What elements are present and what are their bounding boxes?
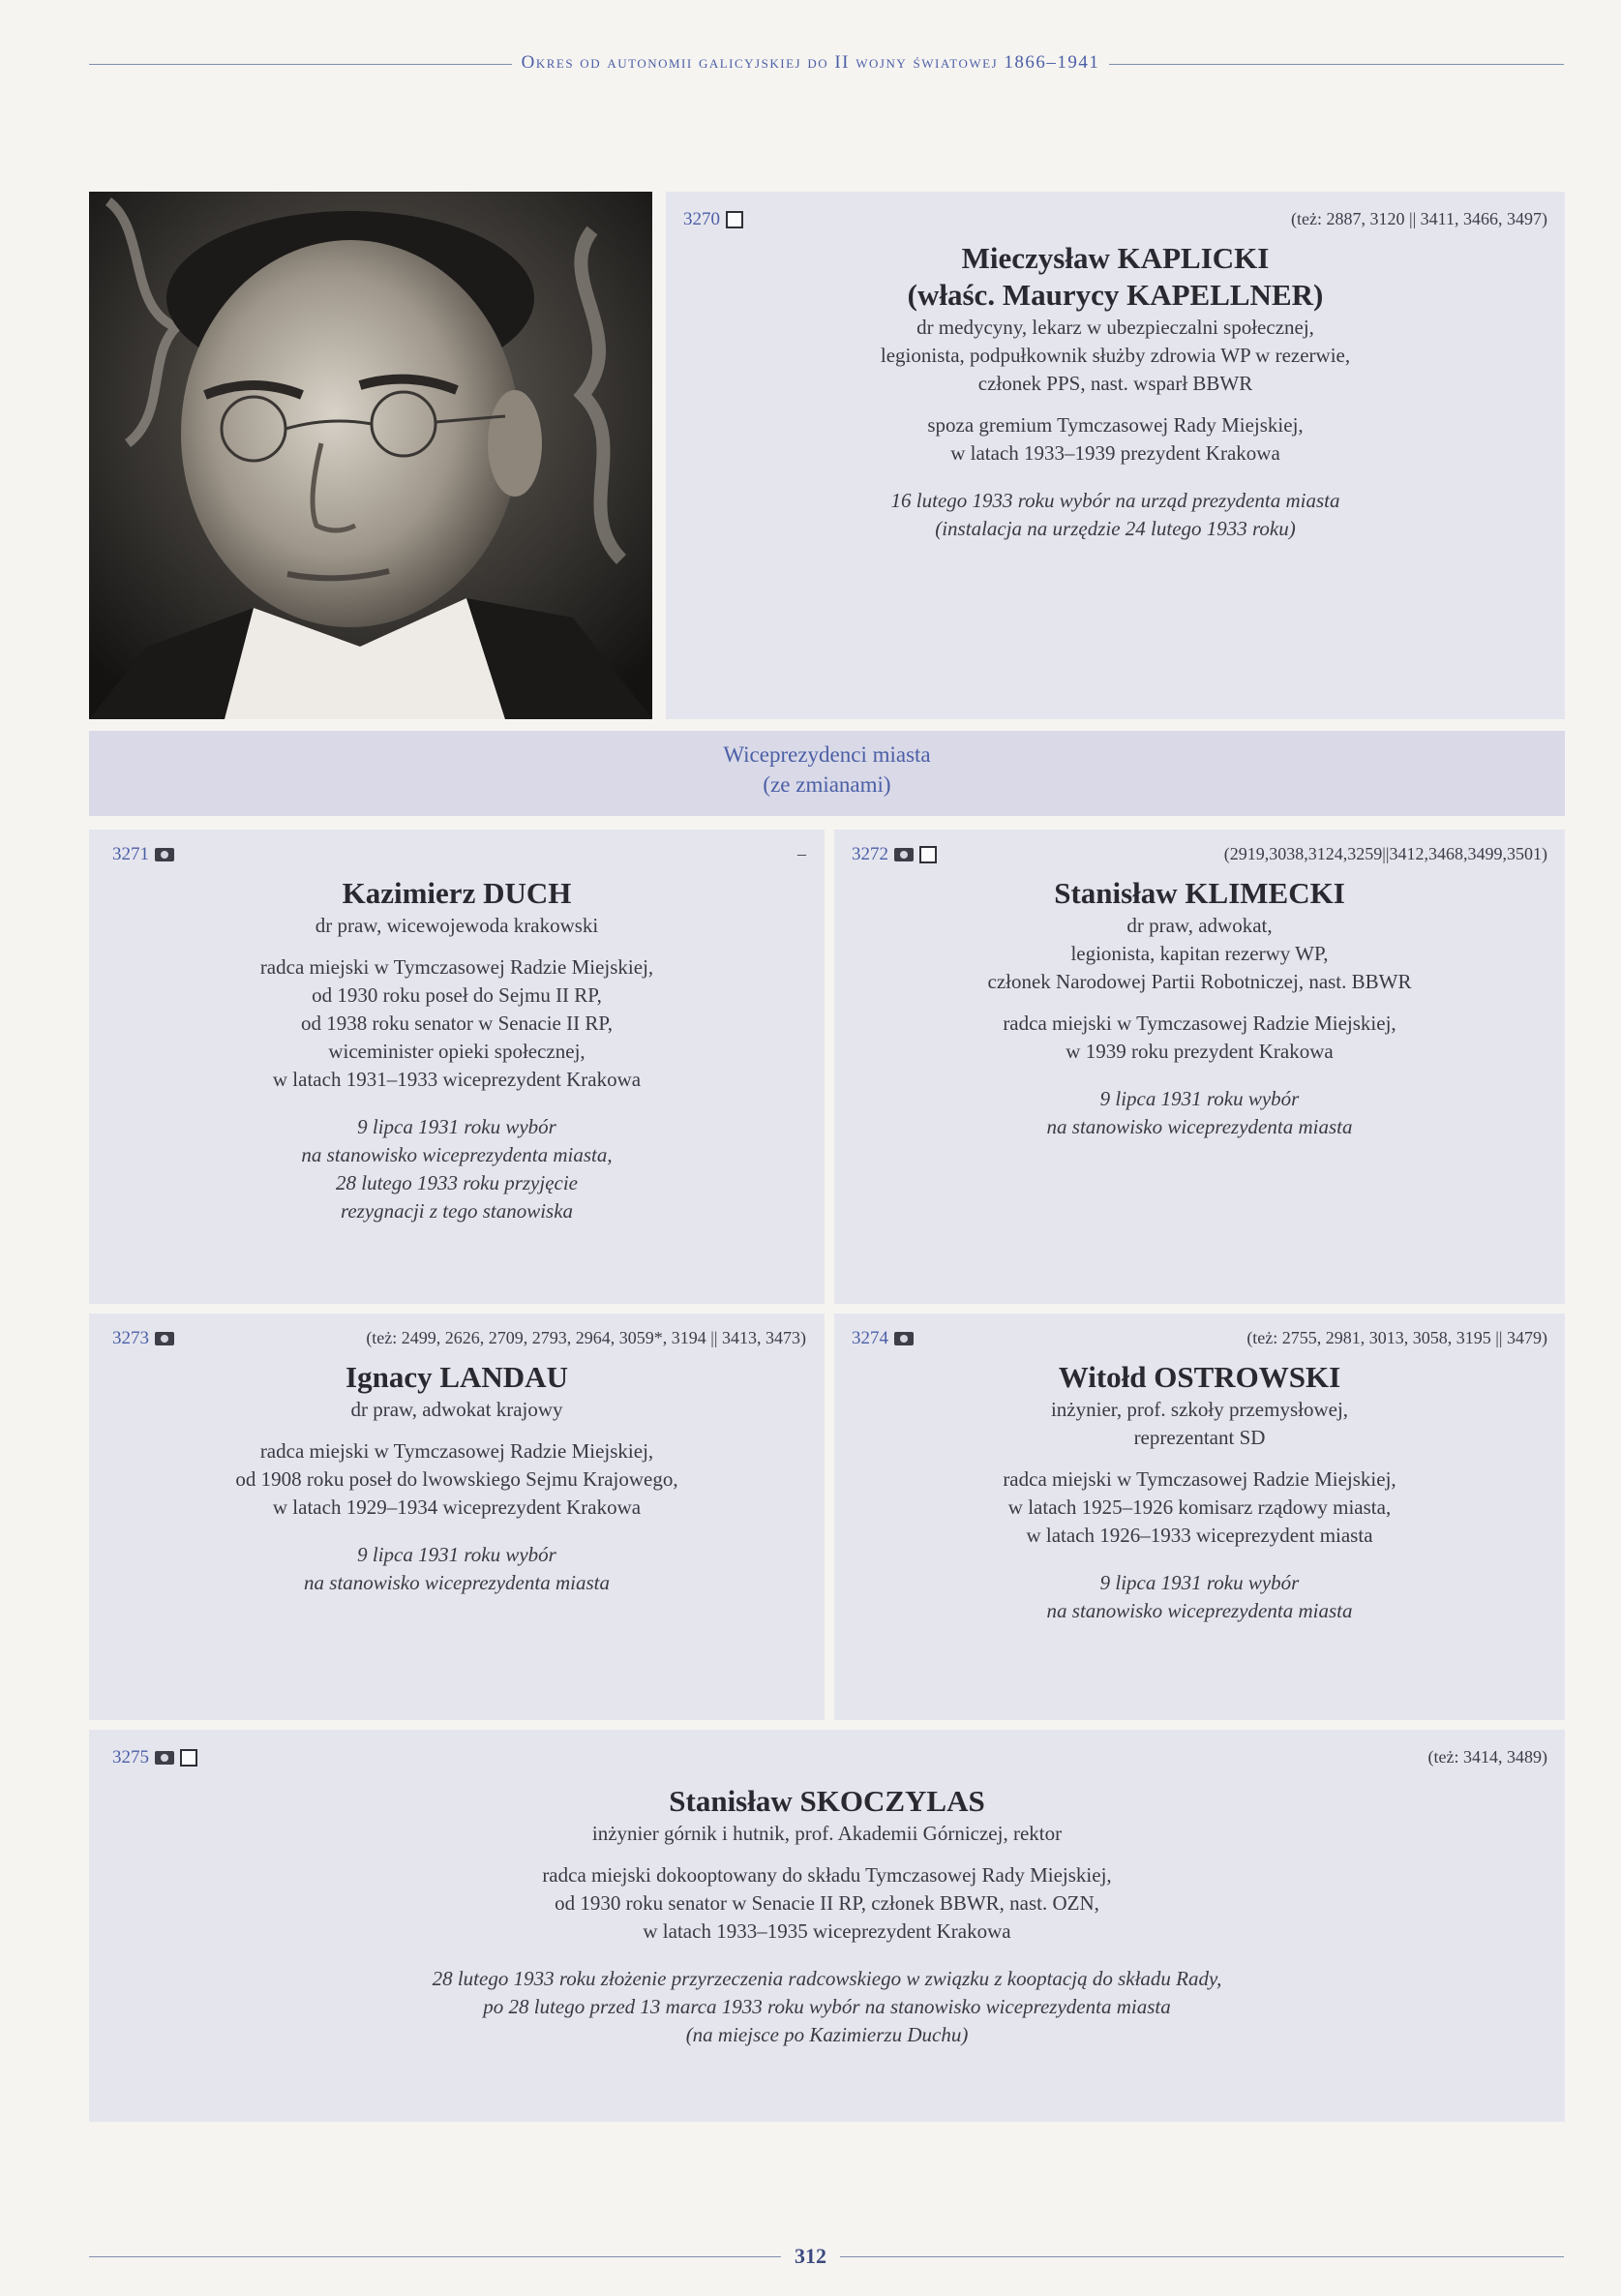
career-line: od 1938 roku senator w Senacie II RP, — [301, 1012, 613, 1035]
desc-line: dr praw, adwokat krajowy — [350, 1398, 563, 1421]
career-line: radca miejski w Tymczasowej Radzie Miejskiej, — [259, 955, 654, 979]
entry-name: Stanisław SKOCZYLAS — [669, 1784, 985, 1818]
entry-3273-refs: (też: 2499, 2626, 2709, 2793, 2964, 3059*, 3194 || 3413, 3473) — [366, 1328, 806, 1347]
event-line: 28 lutego 1933 roku złożenie przyrzeczenia radcowskiego w związku z kooptacją do składu Rady, — [432, 1967, 1222, 1990]
entry-number: 3272 — [852, 844, 888, 864]
running-head — [0, 52, 1621, 74]
entry-3271-refs: – — [797, 844, 806, 863]
desc-line: członek Narodowej Partii Robotniczej, nast. BBWR — [987, 970, 1412, 993]
desc-line: legionista, podpułkownik służby zdrowia WP w rezerwie, — [880, 344, 1351, 367]
desc-line: legionista, kapitan rezerwy WP, — [1070, 942, 1329, 965]
event-line: 16 lutego 1933 roku wybór na urząd prezydenta miasta — [890, 489, 1340, 512]
camera-icon — [155, 1751, 174, 1765]
entry-3270-refs: (też: 2887, 3120 || 3411, 3466, 3497) — [1290, 209, 1547, 228]
career-line: w latach 1931–1933 wiceprezydent Krakowa — [272, 1068, 642, 1091]
entry-3274-body — [834, 1359, 1565, 1625]
entry-3275-number — [112, 1747, 197, 1768]
career-line: spoza gremium Tymczasowej Rady Miejskiej, — [927, 413, 1304, 437]
section-title: Wiceprezydenci miasta — [723, 742, 931, 767]
entry-3273-body — [89, 1359, 825, 1597]
entry-3272-refs: (2919,3038,3124,3259||3412,3468,3499,3501) — [1223, 844, 1547, 863]
desc-line: inżynier, prof. szkoły przemysłowej, — [1050, 1398, 1349, 1421]
career-line: w latach 1925–1926 komisarz rządowy miasta, — [1007, 1495, 1392, 1519]
career-line: w latach 1933–1939 prezydent Krakowa — [950, 441, 1280, 465]
desc-line: członek PPS, nast. wsparł BBWR — [977, 372, 1253, 395]
career-line: od 1908 roku poseł do lwowskiego Sejmu Krajowego, — [235, 1467, 678, 1491]
desc-line: reprezentant SD — [1133, 1426, 1266, 1449]
page-number-text: 312 — [781, 2244, 840, 2268]
entry-name: Ignacy LANDAU — [345, 1360, 568, 1394]
event-line: 9 lipca 1931 roku wybór — [1099, 1087, 1300, 1110]
entry-3272-body — [834, 875, 1565, 1141]
event-line: 9 lipca 1931 roku wybór — [357, 1543, 556, 1566]
career-line: radca miejski w Tymczasowej Radzie Miejskiej, — [1003, 1012, 1396, 1035]
section-subtitle: (ze zmianami) — [763, 772, 891, 797]
entry-number: 3275 — [112, 1747, 149, 1767]
desc-line: inżynier górnik i hutnik, prof. Akademii Górniczej, rektor — [591, 1822, 1063, 1845]
entry-name: Kazimierz DUCH — [342, 876, 572, 910]
event-line: 28 lutego 1933 roku przyjęcie — [335, 1171, 578, 1194]
career-line: w latach 1929–1934 wiceprezydent Krakowa — [272, 1495, 642, 1519]
event-line: po 28 lutego przed 13 marca 1933 roku wybór na stanowisko wiceprezydenta miasta — [483, 1995, 1171, 2018]
running-title: Okres od autonomii galicyjskiej do II wojny światowej 1866–1941 — [512, 52, 1110, 73]
event-line: (instalacja na urzędzie 24 lutego 1933 roku) — [935, 517, 1296, 540]
entry-number: 3271 — [112, 844, 149, 864]
event-line: rezygnacji z tego stanowiska — [340, 1199, 574, 1223]
desc-line: dr medycyny, lekarz w ubezpieczalni społecznej, — [916, 316, 1314, 339]
event-line: na stanowisko wiceprezydenta miasta, — [301, 1143, 613, 1166]
camera-icon — [894, 848, 914, 861]
entry-number: 3273 — [112, 1328, 149, 1348]
checkbox-icon — [919, 846, 937, 863]
desc-line: dr praw, adwokat, — [1126, 914, 1273, 937]
event-line: (na miejsce po Kazimierzu Duchu) — [685, 2023, 969, 2046]
career-line: radca miejski dokooptowany do składu Tymczasowej Rady Miejskiej, — [542, 1863, 1112, 1887]
entry-3274-number — [852, 1328, 914, 1349]
event-line: na stanowisko wiceprezydenta miasta — [304, 1571, 610, 1594]
event-line: 9 lipca 1931 roku wybór — [357, 1115, 556, 1138]
entry-3271-body — [89, 875, 825, 1225]
entry-3273-number — [112, 1328, 174, 1349]
career-line: w 1939 roku prezydent Krakowa — [1066, 1040, 1334, 1063]
entry-3270-number — [683, 209, 743, 230]
portrait-image — [89, 192, 652, 719]
event-line: 9 lipca 1931 roku wybór — [1099, 1571, 1300, 1594]
camera-icon — [155, 1332, 174, 1345]
event-line: na stanowisko wiceprezydenta miasta — [1046, 1115, 1353, 1138]
career-line: wiceminister opieki społecznej, — [328, 1040, 585, 1063]
page-number — [0, 2244, 1621, 2269]
entry-3272-number — [852, 844, 937, 865]
event-line: na stanowisko wiceprezydenta miasta — [1046, 1599, 1353, 1622]
career-line: radca miejski w Tymczasowej Radzie Miejskiej, — [259, 1439, 654, 1463]
career-line: od 1930 roku poseł do Sejmu II RP, — [312, 983, 602, 1007]
entry-name-alt: (właśc. Maurycy KAPELLNER) — [907, 278, 1324, 312]
camera-icon — [894, 1332, 914, 1345]
section-header — [89, 740, 1565, 800]
career-line: w latach 1933–1935 wiceprezydent Krakowa — [643, 1919, 1011, 1943]
entry-number: 3274 — [852, 1328, 888, 1348]
entry-3270-body — [666, 240, 1565, 543]
checkbox-icon — [180, 1749, 197, 1767]
entry-3274-refs: (też: 2755, 2981, 3013, 3058, 3195 || 3479) — [1246, 1328, 1547, 1347]
entry-name: Witołd OSTROWSKI — [1058, 1360, 1341, 1394]
career-line: radca miejski w Tymczasowej Radzie Miejskiej, — [1003, 1467, 1396, 1491]
camera-icon — [155, 848, 174, 861]
entry-name: Mieczysław KAPLICKI — [961, 241, 1270, 275]
entry-3271-number — [112, 844, 174, 865]
portrait-photo — [89, 192, 652, 719]
entry-name: Stanisław KLIMECKI — [1054, 876, 1345, 910]
career-line: w latach 1926–1933 wiceprezydent miasta — [1026, 1524, 1373, 1547]
entry-3275-refs: (też: 3414, 3489) — [1427, 1747, 1547, 1767]
checkbox-icon — [726, 211, 743, 228]
career-line: od 1930 roku senator w Senacie II RP, członek BBWR, nast. OZN, — [555, 1891, 1099, 1915]
entry-3275-body — [89, 1783, 1565, 2049]
entry-number: 3270 — [683, 209, 720, 229]
desc-line: dr praw, wicewojewoda krakowski — [315, 914, 599, 937]
